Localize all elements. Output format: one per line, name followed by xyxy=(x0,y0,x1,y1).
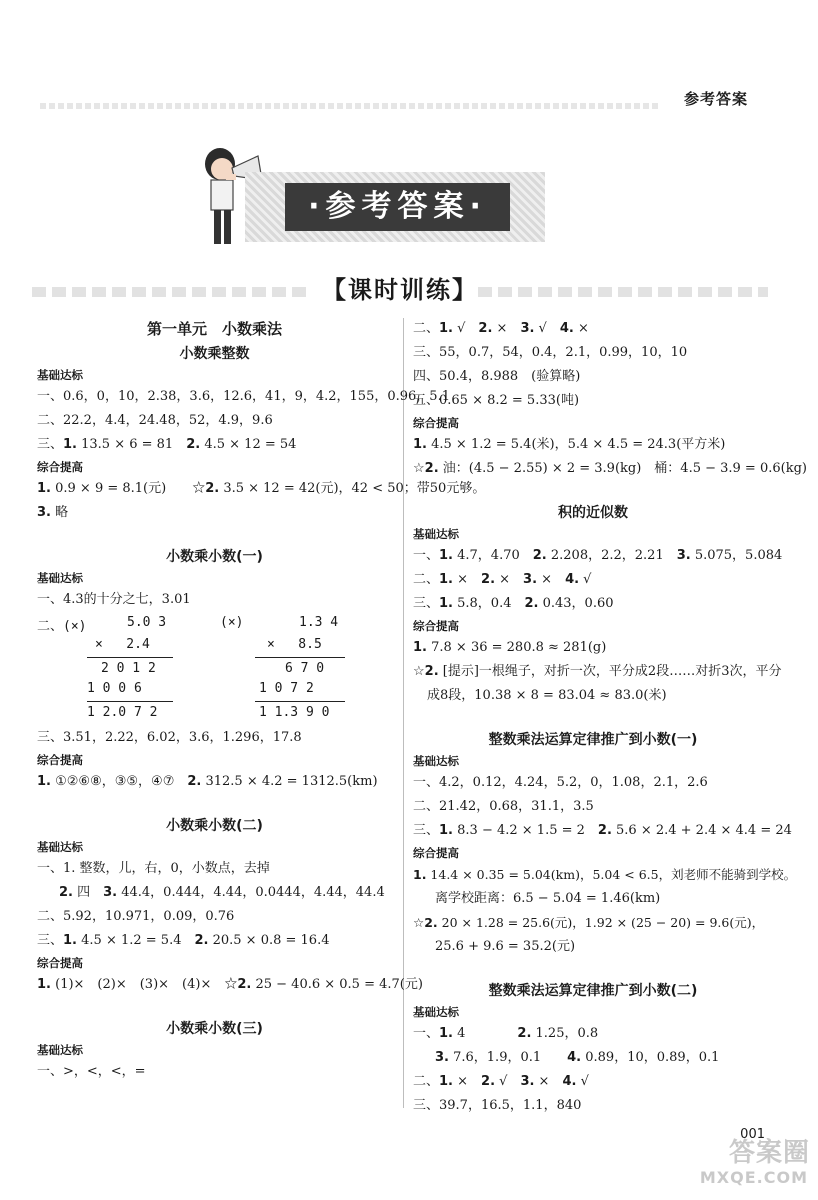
lesson-title: 整数乘法运算定律推广到小数(二) xyxy=(488,983,698,999)
answer-line xyxy=(37,771,392,792)
num: 1. xyxy=(37,977,51,992)
decorative-band-left xyxy=(32,287,312,297)
star: ☆ xyxy=(413,915,425,930)
text: 三、 xyxy=(413,596,440,611)
num: 1. xyxy=(439,572,453,587)
num: 2. xyxy=(532,548,547,563)
text: 略 xyxy=(50,505,69,520)
num: 1. xyxy=(439,596,453,611)
answer-line xyxy=(413,318,773,339)
banner-title: ·参考答案· xyxy=(285,183,510,231)
answer-line: 四、50.4，8.988 (验算略) xyxy=(413,369,581,384)
left-column xyxy=(37,318,486,1085)
text: 3.5 × 12 = 42(元)，42 < 50；带50元够。 xyxy=(219,481,486,496)
num: 1. xyxy=(413,867,427,882)
lesson-title: 整数乘法运算定律推广到小数(一) xyxy=(488,732,698,748)
answer-line xyxy=(413,1071,773,1092)
num: 4. xyxy=(565,572,580,587)
num: 1. xyxy=(37,774,51,789)
calc2-row5: 1 1.3 9 0 xyxy=(259,705,330,720)
text: 20.5 × 0.8 = 16.4 xyxy=(208,933,330,948)
answer-line xyxy=(413,912,773,933)
basic-heading: 基础达标 xyxy=(413,754,459,768)
text: × xyxy=(453,1074,482,1089)
answer-line xyxy=(37,478,486,499)
text: 二、 xyxy=(413,1074,440,1089)
text: 二、 xyxy=(413,321,440,336)
section-title: 【课时训练】 xyxy=(322,276,478,304)
num: 2. xyxy=(481,1074,496,1089)
num: 4. xyxy=(562,1074,577,1089)
answer-line xyxy=(413,593,773,614)
text: 4.5 × 1.2 = 5.4(米)，5.4 × 4.5 = 24.3(平方米) xyxy=(426,437,726,452)
answer-line: 二、21.42，0.68，31.1，3.5 xyxy=(413,799,594,814)
num: 3. xyxy=(37,505,51,520)
answer-line xyxy=(413,820,792,841)
calc2-row4: 1 0 7 2 xyxy=(259,681,314,696)
num: 2. xyxy=(205,481,220,496)
calc2-rule xyxy=(255,657,345,658)
calc1-row2: × 2.4 xyxy=(95,637,150,652)
page-number: 001 xyxy=(740,1127,765,1142)
basic-heading: 基础达标 xyxy=(37,368,83,382)
answer-line xyxy=(413,458,807,479)
text: 油：(4.5 − 2.55) × 2 = 3.9(kg) 桶：4.5 − 3.9 = 0.6(kg) xyxy=(438,461,807,476)
text: √ xyxy=(453,321,479,336)
text: 4.5 × 1.2 = 5.4 xyxy=(77,933,195,948)
answer-line: 一、1. 整数，儿，右，0，小数点，去掉 xyxy=(37,861,270,876)
text: × xyxy=(537,572,566,587)
advanced-heading: 综合提高 xyxy=(37,753,83,767)
watermark-logo: 答案圈 xyxy=(728,1138,810,1168)
num: 2. xyxy=(237,977,252,992)
answer-line: 五、0.65 × 8.2 = 5.33(吨) xyxy=(413,393,580,408)
answer-line: 三、3.51，2.22，6.02，3.6，1.296，17.8 xyxy=(37,730,302,745)
num: 1. xyxy=(439,1026,453,1041)
num: 1. xyxy=(439,548,453,563)
unit-title: 第一单元 小数乘法 xyxy=(146,320,282,338)
advanced-heading: 综合提高 xyxy=(37,956,83,970)
text: 4.7，4.70 xyxy=(453,548,533,563)
label: (×) xyxy=(220,615,244,630)
num: 3. xyxy=(435,1050,449,1065)
num: 2. xyxy=(424,664,439,679)
calc2-row3: 6 7 0 xyxy=(285,661,325,676)
text: 4.5 × 12 = 54 xyxy=(200,437,297,452)
basic-heading: 基础达标 xyxy=(37,571,83,585)
num: 1. xyxy=(439,823,453,838)
advanced-heading: 综合提高 xyxy=(37,460,83,474)
answer-line: 成8段，10.38 × 8 = 83.04 ≈ 83.0(米) xyxy=(427,688,667,703)
lesson-title: 小数乘小数(一) xyxy=(166,549,263,565)
answer-line: 一、4.3的十分之七，3.01 xyxy=(37,592,191,607)
answer-line xyxy=(413,864,797,885)
text: 25 − 40.6 × 0.5 = 4.7(元) xyxy=(251,977,423,992)
num: 2. xyxy=(481,572,496,587)
text: 5.075，5.084 xyxy=(690,548,783,563)
text: 7.8 × 36 = 280.8 ≈ 281(g) xyxy=(426,640,607,655)
answer-line: 三、39.7，16.5，1.1，840 xyxy=(413,1098,582,1113)
num: 4. xyxy=(559,321,574,336)
num: 1. xyxy=(37,481,51,496)
answer-line: 二、5.92，10.971，0.09，0.76 xyxy=(37,909,235,924)
calc1-row5: 1 2.0 7 2 xyxy=(87,705,158,720)
lesson-title: 小数乘小数(二) xyxy=(166,818,263,834)
text: 三、 xyxy=(37,933,64,948)
text: [提示]一根绳子，对折一次，平分成2段……对折3次，平分 xyxy=(438,664,782,679)
text: 7.6，1.9，0.1 xyxy=(448,1050,568,1065)
label: 二、(×) xyxy=(37,619,87,634)
num: 4. xyxy=(567,1050,582,1065)
answer-line: 25.6 + 9.6 = 35.2(元) xyxy=(435,939,576,954)
basic-heading: 基础达标 xyxy=(413,1005,459,1019)
text: 44.4，0.444，4.44，0.0444，4.44，44.4 xyxy=(117,885,385,900)
answer-line xyxy=(413,569,773,590)
advanced-heading: 综合提高 xyxy=(413,846,459,860)
calc1-row4: 1 0 0 6 xyxy=(87,681,142,696)
num: 1. xyxy=(413,640,427,655)
text: √ xyxy=(534,321,560,336)
answer-line: 一、4.2，0.12，4.24，5.2，0，1.08，2.1，2.6 xyxy=(413,775,708,790)
text: 2.208，2.2，2.21 xyxy=(546,548,677,563)
text: 0.9 × 9 = 8.1(元) ☆ xyxy=(50,481,206,496)
num: 2. xyxy=(59,885,73,900)
answer-line xyxy=(413,1047,773,1068)
calc1-row1: 5.0 3 xyxy=(127,615,167,630)
num: 1. xyxy=(63,933,77,948)
calc2-row1: 1.3 4 xyxy=(299,615,339,630)
title-banner xyxy=(245,172,545,242)
answer-line xyxy=(37,502,392,523)
answer-line: 一、>，<，<，= xyxy=(37,1064,146,1079)
text: √ xyxy=(495,1074,521,1089)
text: 14.4 × 0.35 = 5.04(km)，5.04 < 6.5，刘老师不能骑到学校。 xyxy=(426,867,797,882)
text: √ xyxy=(576,1074,589,1089)
text: 13.5 × 6 = 81 xyxy=(77,437,187,452)
right-column xyxy=(413,318,807,1119)
star: ☆ xyxy=(413,461,425,476)
text: 四 xyxy=(72,885,104,900)
advanced-heading: 综合提高 xyxy=(413,416,459,430)
answer-line xyxy=(413,545,783,566)
running-header: 参考答案 xyxy=(683,90,748,108)
num: 3. xyxy=(523,572,538,587)
text: 8.3 − 4.2 × 1.5 = 2 xyxy=(453,823,598,838)
text: 312.5 × 4.2 = 1312.5(km) xyxy=(201,774,378,789)
text: × xyxy=(453,572,482,587)
calc2-rule xyxy=(255,701,345,702)
text: × xyxy=(492,321,521,336)
text: √ xyxy=(579,572,592,587)
text: ①②⑥⑧，③⑤，④⑦ xyxy=(50,774,188,789)
basic-heading: 基础达标 xyxy=(37,840,83,854)
num: 1. xyxy=(439,321,453,336)
num: 2. xyxy=(424,915,438,930)
text: 5.8，0.4 xyxy=(453,596,525,611)
calc2-row2: × 8.5 xyxy=(267,637,322,652)
star: ☆ xyxy=(413,664,425,679)
text: (1)× (2)× (3)× (4)× ☆ xyxy=(50,977,238,992)
answer-line: 三、55，0.7，54，0.4，2.1，0.99，10，10 xyxy=(413,345,688,360)
num: 2. xyxy=(187,774,202,789)
advanced-heading: 综合提高 xyxy=(413,619,459,633)
basic-heading: 基础达标 xyxy=(37,1043,83,1057)
num: 1. xyxy=(439,1074,453,1089)
calc1-row3: 2 0 1 2 xyxy=(101,661,156,676)
calc1-rule xyxy=(87,701,173,702)
num: 3. xyxy=(520,1074,535,1089)
answer-line: 一、0.6，0，10，2.38，3.6，12.6，41，9，4.2，155，0.96，5.1 xyxy=(37,389,450,404)
num: 2. xyxy=(478,321,493,336)
text: 4 xyxy=(453,1026,518,1041)
text: 三、 xyxy=(413,823,440,838)
basic-heading: 基础达标 xyxy=(413,527,459,541)
num: 1. xyxy=(413,437,427,452)
watermark-url: MXQE.COM xyxy=(699,1168,808,1187)
lesson-title: 小数乘小数(三) xyxy=(166,1021,263,1037)
num: 3. xyxy=(103,885,118,900)
text: × xyxy=(534,1074,563,1089)
text: 5.6 × 2.4 + 2.4 × 4.4 = 24 xyxy=(611,823,792,838)
text: 0.89，10，0.89，0.1 xyxy=(581,1050,720,1065)
text: × xyxy=(573,321,589,336)
answer-line xyxy=(413,1023,773,1044)
text: 0.43，0.60 xyxy=(538,596,614,611)
answer-line xyxy=(413,661,782,682)
num: 2. xyxy=(524,596,539,611)
num: 2. xyxy=(186,437,201,452)
text: 三、 xyxy=(37,437,64,452)
text: 二、 xyxy=(413,572,440,587)
header-dotted-rule xyxy=(40,103,660,109)
num: 2. xyxy=(517,1026,532,1041)
vertical-calculations xyxy=(37,613,392,721)
lesson-title: 小数乘整数 xyxy=(179,346,250,362)
text: 一、 xyxy=(413,1026,440,1041)
answer-line xyxy=(37,434,392,455)
answer-line: 二、22.2，4.4，24.48，52，4.9，9.6 xyxy=(37,413,273,428)
lesson-title: 积的近似数 xyxy=(558,505,628,521)
num: 2. xyxy=(597,823,612,838)
num: 1. xyxy=(63,437,77,452)
text: 20 × 1.28 = 25.6(元)，1.92 × (25 − 20) = 9.6(元)， xyxy=(437,915,765,930)
text: × xyxy=(495,572,524,587)
answer-line: 离学校距离：6.5 − 5.04 = 1.46(km) xyxy=(435,891,661,906)
answer-line xyxy=(37,930,392,951)
decorative-band-right xyxy=(478,287,768,297)
answer-line xyxy=(37,882,392,903)
num: 2. xyxy=(194,933,209,948)
text: 1.25，0.8 xyxy=(531,1026,599,1041)
answer-line xyxy=(413,637,773,658)
num: 2. xyxy=(424,461,439,476)
answer-line xyxy=(413,434,773,455)
calc1-rule xyxy=(87,657,173,658)
num: 3. xyxy=(520,321,535,336)
text: 一、 xyxy=(413,548,440,563)
num: 3. xyxy=(676,548,691,563)
answer-line xyxy=(37,974,423,995)
